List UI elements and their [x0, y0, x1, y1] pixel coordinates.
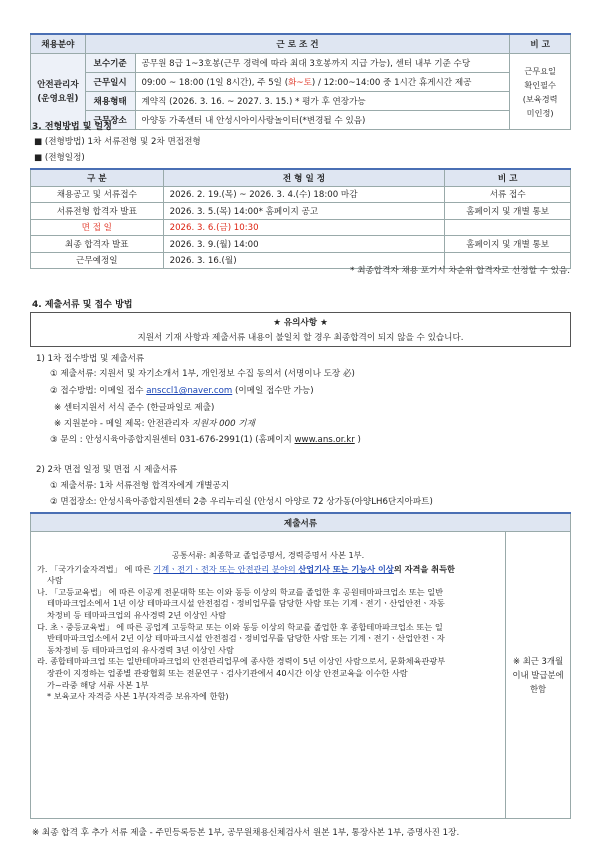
email-link[interactable]: ansccl1@naver.com [146, 386, 233, 396]
caution-box [30, 312, 571, 347]
work-conditions-table [30, 33, 571, 130]
cell: 2026. 2. 19.(목) ~ 2026. 3. 4.(수) 18:00 마감 [163, 186, 445, 203]
table-row [31, 219, 571, 236]
row-value: 공무원 8급 1~3호봉(근무 경력에 따라 최대 3호봉까지 지급 가능), 센터 내부 기준 수당 [135, 54, 510, 73]
row-label: 근무일시 [85, 73, 135, 92]
text: ) / 12:00~14:00 중 1시간 휴게시간 제공 [311, 78, 472, 88]
header-category: 구 분 [31, 169, 164, 186]
childcare-cert-note: * 보육교사 자격증 사본 1부(자격증 보유자에 한함) [47, 691, 229, 702]
workdays-highlight: 화~토 [288, 78, 312, 88]
item-ga-cont: 사람 [47, 575, 63, 586]
row-value: 계약직 (2026. 3. 16. ~ 2027. 3. 15.) * 평가 후 연장가능 [135, 92, 510, 111]
text: ③ 문의 : 안성시육아종합지원센터 031-676-2991(1) (홈페이지 [50, 435, 295, 445]
docs-line: ① 제출서류: 지원서 및 자기소개서 1부, 개인정보 수집 동의서 (서명이나 도장 必) [50, 369, 355, 379]
row-label: 근무장소 [85, 111, 135, 130]
item-na-cont: 차정비 등 테마파크업의 유사경력 2년 이상인 사람 [47, 609, 227, 620]
item-ra-cont: 장관이 지정하는 업종별 관광협회 또는 전문연구ㆍ검사기관에서 40시간 이상 안전교육을 이수한 사람 [47, 667, 408, 678]
contact-line [50, 433, 361, 445]
row-value [135, 73, 510, 92]
header-note: 비 고 [445, 169, 571, 186]
cell: 서류전형 합격자 발표 [31, 203, 164, 220]
cell: 서류 접수 [445, 186, 571, 203]
row-label: 보수기준 [85, 54, 135, 73]
item-da: 다. 초ㆍ중등교육법」 에 따른 공업계 고등학교 또는 이와 동등 이상의 학교를 졸업한 후 종합테마파크업소 또는 일 [37, 621, 443, 632]
homepage-link[interactable]: www.ans.or.kr [294, 435, 355, 445]
cell: 홈페이지 및 개별 통보 [445, 203, 571, 220]
interview-date: 2026. 3. 6.(금) 10:30 [163, 219, 445, 236]
header-field: 채용분야 [31, 34, 86, 54]
form-note: ※ 센터지원서 서식 준수 (한글파일로 제출) [54, 403, 215, 413]
item-ga [37, 564, 499, 576]
cell [445, 219, 571, 236]
note-line: (보육경력 [522, 93, 558, 104]
item-ra: 라. 종합테마파크업 또는 일반테마파크업의 안전관리업무에 종사한 경력이 5년 이상인 사람으로서, 문화체육관광부 [37, 656, 446, 667]
docs-note [506, 532, 571, 819]
header-note: 비 고 [510, 34, 571, 54]
cell: 최종 합격자 발표 [31, 236, 164, 253]
cell: 2026. 3. 16.(월) [163, 252, 445, 269]
note-line: 미인정) [526, 107, 554, 118]
note-line: 근무요일 [524, 65, 556, 76]
cell: 2026. 3. 5.(목) 14:00* 홈페이지 공고 [163, 203, 445, 220]
text: ② 접수방법: 이메일 접수 [50, 386, 147, 396]
docs-header: 제출서류 [31, 513, 571, 532]
cell: 홈페이지 및 개별 통보 [445, 236, 571, 253]
item-da-cont: 반테마파크업소에서 2년 이상 테마파크시설 안전점검ㆍ정비업무를 담당한 사람 또는 기계ㆍ전기ㆍ산업안전ㆍ자 [47, 633, 445, 644]
job-field-line2: (운영요원) [37, 93, 79, 104]
row-value: 아양동 가족센터 내 안성시아이사랑놀이터(*변경될 수 있음) [135, 111, 510, 130]
table-row [31, 236, 571, 253]
note-line: 한함 [529, 684, 547, 694]
cell: 근무예정일 [31, 252, 164, 269]
caution-title: ★ 유의사항 ★ [273, 318, 328, 328]
item-da-cont: 동차정비 등 테마파크업의 유사경력 3년 이상인 사람 [47, 644, 234, 655]
cell: 채용공고 및 서류접수 [31, 186, 164, 203]
text: 가. 「국가기술자격법」 에 따른 [37, 563, 154, 574]
interview-cell: 면 접 일 [31, 219, 164, 236]
job-note [510, 54, 571, 130]
text: ) [354, 435, 361, 445]
subject-note [54, 417, 255, 429]
note-line: 이내 발급분에 [512, 670, 564, 680]
docs-content [31, 532, 506, 819]
row-label: 채용형태 [85, 92, 135, 111]
common-docs: 공통서류: 최종학교 졸업증명서, 경력증명서 사본 1부. [171, 550, 365, 560]
text: (이메일 접수만 가능) [232, 386, 314, 396]
section3-title: 3. 전형방법 및 일정 [32, 122, 112, 132]
text: 09:00 ~ 18:00 (1일 8시간), 주 5일 ( [141, 78, 289, 88]
section4-title: 4. 제출서류 및 접수 방법 [32, 300, 133, 310]
schedule-note: * 최종합격자 채용 포기시 차순위 합격자로 선정할 수 있음. [350, 266, 570, 276]
item-ra-cont: 가~라중 해당 서류 사본 1부 [47, 679, 149, 690]
footer-note: ※ 최종 합격 후 추가 서류 제출 - 주민등록등본 1부, 공무원채용신체검사서 원본 1부, 통장사본 1부, 증명사진 1장. [32, 828, 460, 838]
submit-method-line [50, 384, 314, 396]
job-field-line1: 안전관리자 [37, 79, 79, 90]
cell: 2026. 3. 9.(월) 14:00 [163, 236, 445, 253]
table-row [31, 203, 571, 220]
required-docs-table [30, 512, 571, 819]
table-row [31, 186, 571, 203]
step1-title: 1) 1차 접수방법 및 제출서류 [36, 354, 145, 364]
text: 산업기사 또는 기능사 이상 [298, 563, 394, 574]
note-line: 확인필수 [524, 79, 556, 90]
text: 지원자 000 기재 [191, 419, 255, 429]
schedule-table [30, 168, 571, 269]
schedule-line: ■ (전형일정) [34, 153, 85, 163]
step2-title: 2) 2차 면접 일정 및 면접 시 제출서류 [36, 465, 178, 475]
caution-text: 지원서 기재 사항과 제출서류 내용이 불일치 할 경우 최종합격이 되지 않을 수 있습니다. [137, 333, 464, 343]
item-na: 나. 「고등교육법」 에 따른 이공계 전문대학 또는 이와 동등 이상의 학교를 졸업한 후 공원테마파크업소 또는 일반 [37, 586, 444, 597]
interview-docs-line: ① 제출서류: 1차 서류전형 합격자에게 개별공지 [50, 481, 230, 491]
method-line: ■ (전형방법) 1차 서류전형 및 2차 면접전형 [34, 137, 201, 147]
item-na-cont: 테마파크업소에서 1년 이상 테마파크시설 안전점검ㆍ정비업무를 담당한 사람 또는 기계ㆍ전기ㆍ산업안전ㆍ자동 [47, 598, 445, 609]
text: 기계ㆍ전기ㆍ전자 또는 안전관리 분야의 [153, 563, 299, 574]
header-schedule: 전 형 일 정 [163, 169, 445, 186]
header-conditions: 근 로 조 건 [85, 34, 510, 54]
interview-place-line: ② 면접장소: 안성시육아종합지원센터 2층 우리누리실 (안성시 아양로 72 상가동(아양LH6단지아파트) [50, 497, 433, 507]
note-line: ※ 최근 3개월 [513, 656, 564, 666]
text: ※ 지원분야 - 메일 제목: 안전관리자 [54, 419, 192, 429]
text: 의 자격을 취득한 [393, 563, 455, 574]
